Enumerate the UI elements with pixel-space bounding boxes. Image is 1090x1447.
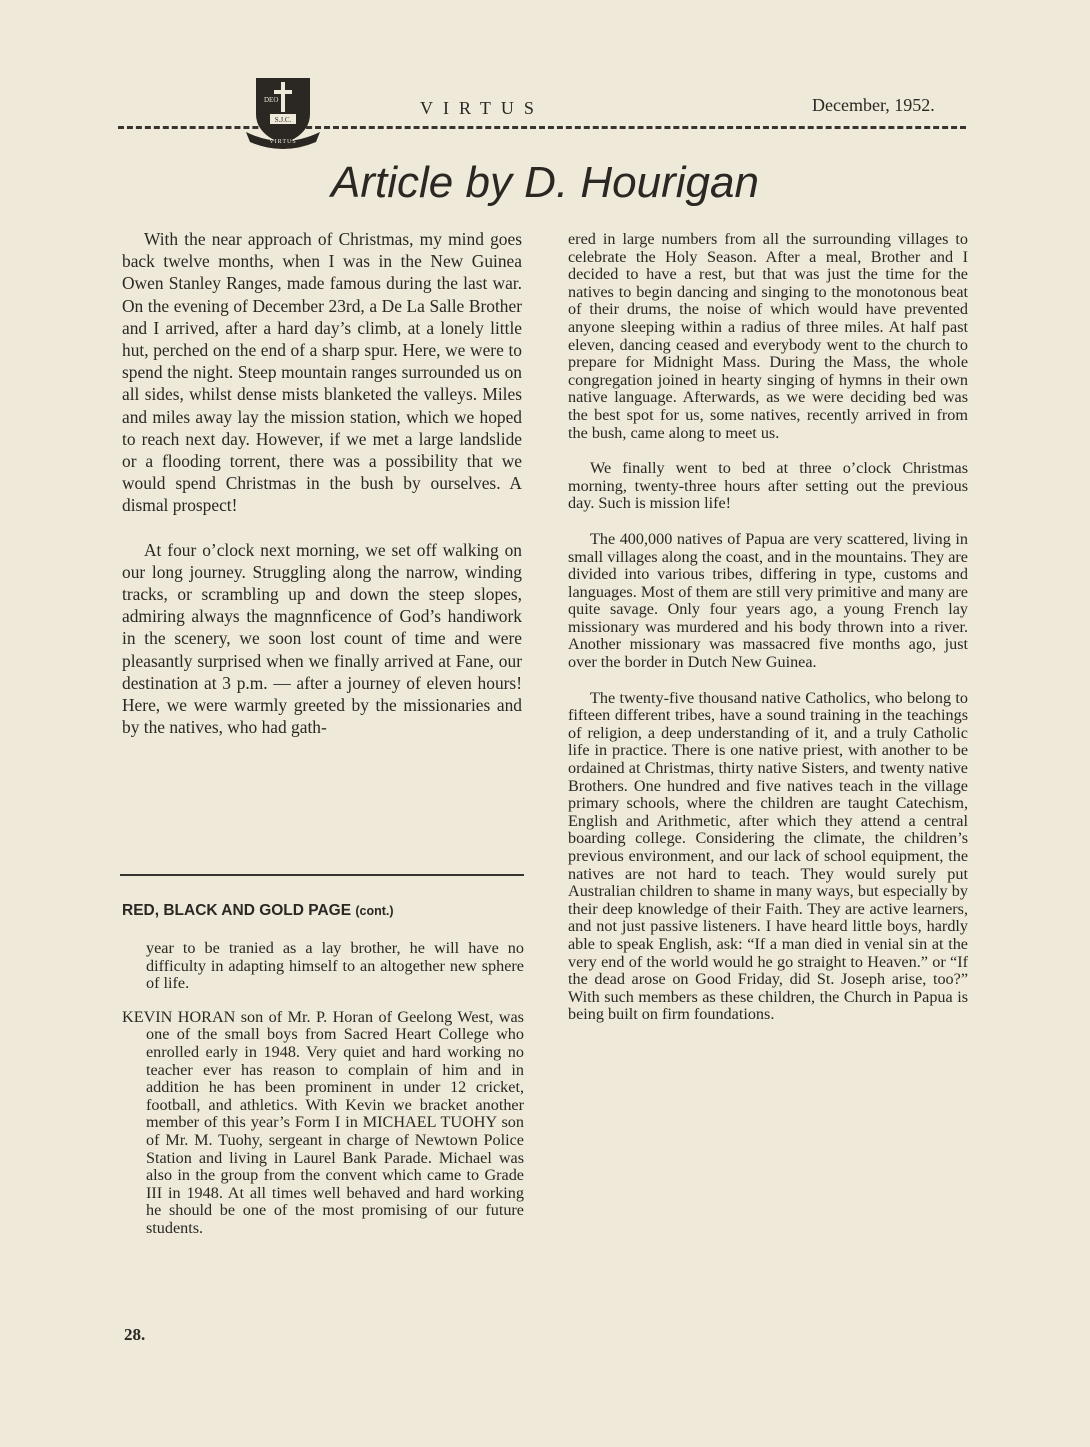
section-heading-text: RED, BLACK AND GOLD PAGE	[122, 902, 352, 919]
school-crest-icon	[244, 68, 322, 150]
article-paragraph: At four o’clock next morning, we set off walking on our long journey. Struggling along the narrow, winding tracks, or scrambling up and down the steep slopes, admiring always the magnnficence of God’s handiwork in the scenery, we soon lost count of time and were pleasantly surprised when we finally arrived at Fane, our destination at 3 p.m. — after a journey of eleven hours! Here, we were warmly greeted by the missionaries and by the natives, who had gath-	[122, 539, 522, 738]
article-right-column	[568, 231, 968, 1042]
article-left-column	[122, 228, 522, 760]
continued-paragraph: KEVIN HORAN son of Mr. P. Horan of Geelong West, was one of the small boys from Sacred Heart College who enrolled early in 1948. Very quiet and hard working no teacher ever has reason to complain of him and in addition he has been prominent in under 12 cricket, football, and athletics. With Kevin we bracket another member of this year’s Form I in MICHAEL TUOHY son of Mr. M. Tuohy, sergeant in charge of Newtown Police Station and living in Laurel Bank Parade. Michael was also in the group from the convent which came to Grade III in 1948. At all times well behaved and hard working he should be one of the most promising of our future students.	[122, 1007, 524, 1237]
article-paragraph: ered in large numbers from all the surrounding villages to celebrate the Holy Season. After a meal, Brother and I decided to have a rest, but that was just the time for the natives to begin dancing and singing to the monotonous beat of their drums, the noise of which would have prevented anyone sleeping within a radius of three miles. At half past eleven, dancing ceased and everybody went to the church to prepare for Midnight Mass. During the Mass, the whole congregation joined in hearty singing of hymns in their own native language. Afterwards, as we were deciding bed was the best spot for us, some natives, recently arrived in from the bush, came along to meet us.	[568, 230, 968, 442]
article-title: Article by D. Hourigan	[331, 158, 759, 207]
crest-scroll: VIRTUS	[269, 139, 297, 145]
section-heading	[122, 902, 394, 920]
masthead: VIRTUS	[420, 98, 544, 118]
section-divider	[120, 874, 524, 876]
section-heading-suffix: (cont.)	[355, 904, 394, 918]
crest-motto: DEO	[264, 96, 279, 104]
article-paragraph: The 400,000 natives of Papua are very scattered, living in small villages along the coast, and in the mountains. They are divided into various tribes, differing in type, customs and languages. Most of them are still very primitive and many are quite savage. Only four years ago, a young French lay missionary was murdered and his body thrown into a river. Another missionary was massacred five months ago, just over the border in Dutch New Guinea.	[568, 529, 968, 672]
article-paragraph: With the near approach of Christmas, my mind goes back twelve months, when I was in the New Guinea Owen Stanley Ranges, made famous during the last war. On the evening of December 23rd, a De La Salle Brother and I arrived, after a hard day’s climb, at a lonely little hut, perched on the end of a sharp spur. Here, we were to spend the night. Steep mountain ranges surrounded us on all sides, whilst dense mists blanketed the valleys. Miles and miles away lay the mission station, which we hoped to reach next day. However, if we met a large landslide or a flooding torrent, there was a possibility that we would spend Christmas in the bush by ourselves. A dismal prospect!	[122, 229, 522, 516]
continued-paragraph: year to be tranied as a lay brother, he will have no difficulty in adapting himself to an altogether new sphere of life.	[146, 939, 524, 993]
article-paragraph: We finally went to bed at three o’clock Christmas morning, twenty-three hours after setting out the previous day. Such is mission life!	[568, 459, 968, 513]
crest-initials: S.J.C.	[274, 116, 292, 124]
continued-section-column	[122, 940, 524, 1254]
article-paragraph: The twenty-five thousand native Catholics, who belong to fifteen different tribes, have a sound training in the teachings of religion, a deep understanding of it, and a truly Catholic life in practice. There is one native priest, with another to be ordained at Christmas, thirty native Sisters, and twenty native Brothers. One hundred and five natives teach in the village primary schools, where the children are taught Catechism, English and Arithmetic, after which they attend a central boarding college. Considering the climate, the children’s previous environment, and our lack of school equipment, the natives are not hard to teach. They would surely put Australian children to shame in many ways, but especially by their deep knowledge of their Faith. They are active learners, and not just passive listeners. I have heard little boys, hardly able to speak English, ask: “If a man died in venial sin at the very end of the world would he go straight to Heaven.” or “If the dead arose on Good Friday, did St. Joseph arise, too?” With such members as these children, the Church in Papua is being built on firm foundations.	[568, 688, 968, 1024]
issue-date: December, 1952.	[812, 95, 935, 115]
page-number: 28.	[124, 1325, 146, 1344]
